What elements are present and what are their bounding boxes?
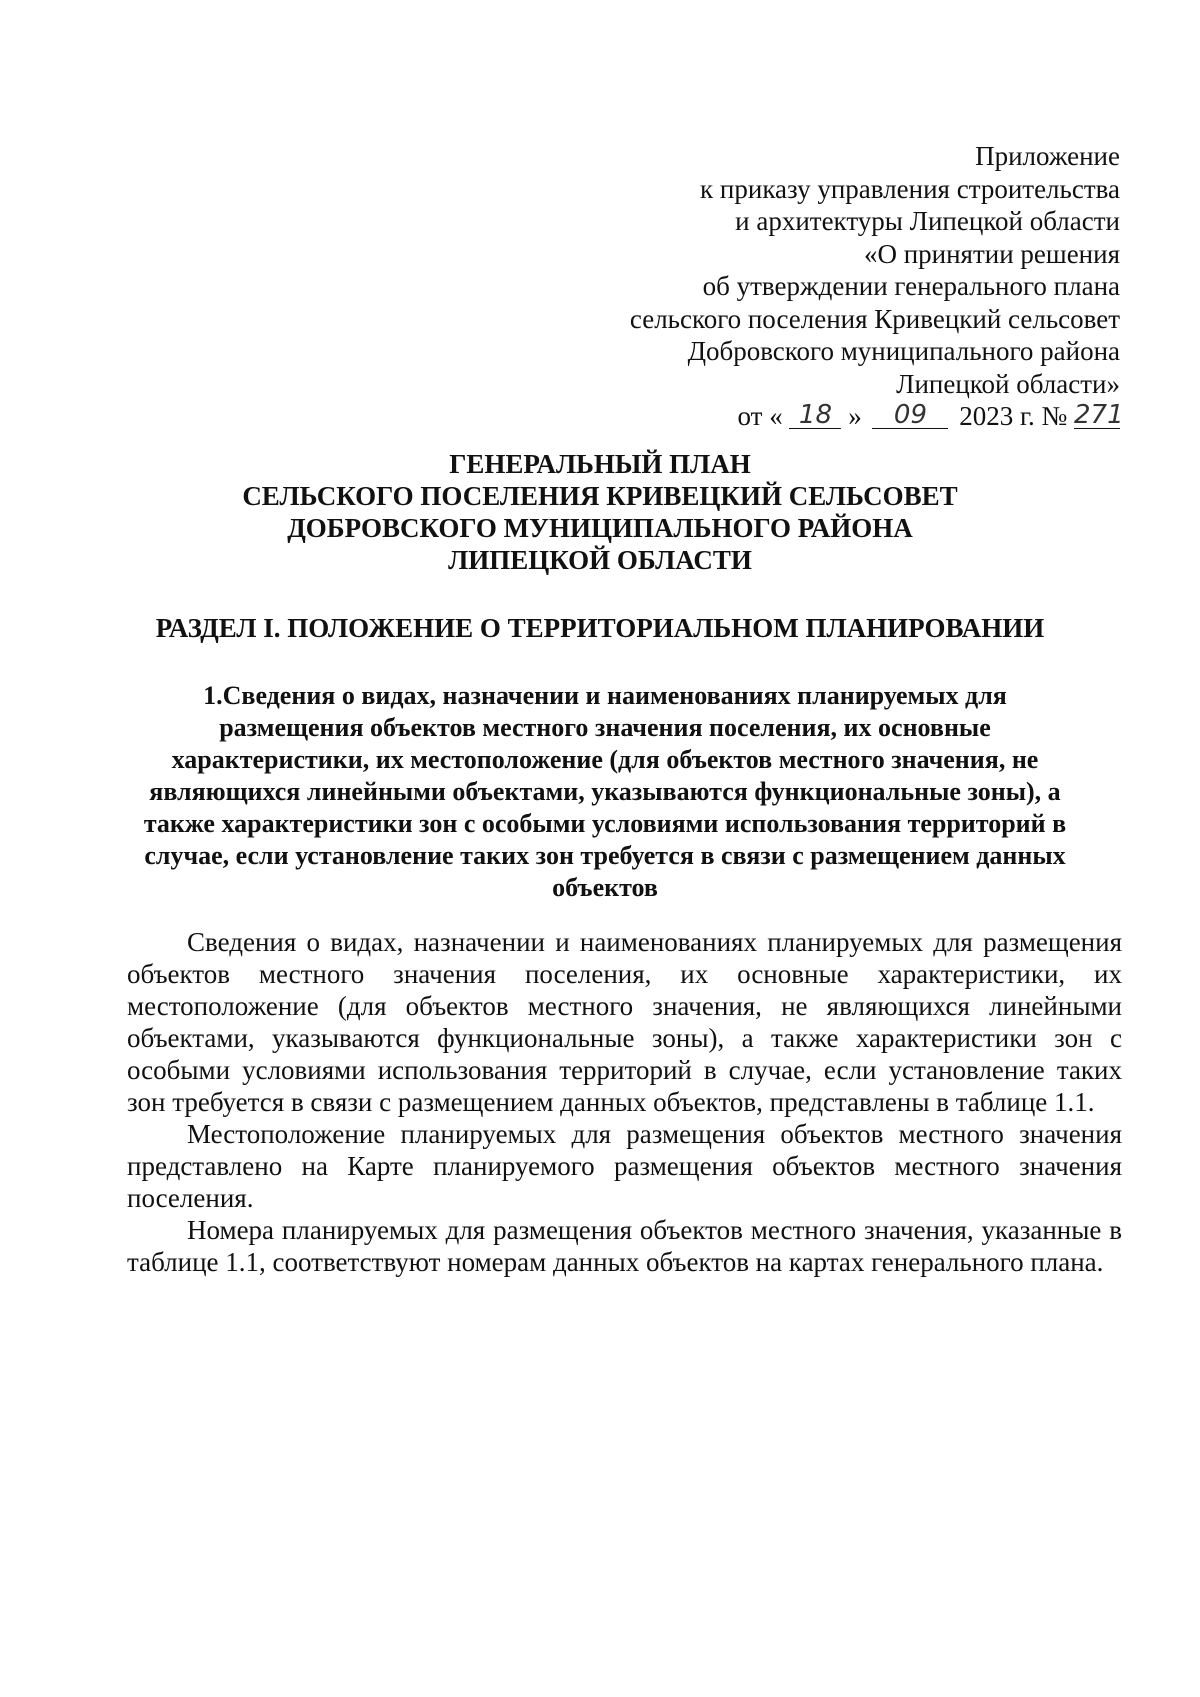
handwritten-day: 18	[789, 402, 841, 429]
appendix-line: сельского поселения Кривецкий сельсовет	[629, 303, 1120, 334]
body-paragraph: Номера планируемых для размещения объектов местного значения, указанные в таблице 1.1, соответствуют номерам данных объектов на картах генерального плана.	[127, 1215, 1122, 1277]
subsection-line: размещения объектов местного значения поселения, их основные	[219, 713, 991, 742]
subsection-line: также характеристики зон с особыми условиями использования территорий в	[143, 809, 1067, 838]
body-paragraph: Сведения о видах, назначении и наименованиях планируемых для размещения объектов местного значения поселения, их основные характеристики, их местоположение (для объектов местного значения, не являющихся линейными объектами, указываются функциональные зоны), а также характеристики зон с особыми условиями использования территорий в случае, если установление таких зон требуется в связи с размещением данных объектов, представлены в таблице 1.1.	[127, 927, 1122, 1117]
appendix-line: «О принятии решения	[863, 238, 1120, 269]
appendix-line: Добровского муниципального района	[687, 336, 1120, 366]
body-paragraph: Местоположение планируемых для размещения объектов местного значения представлено на Карте планируемого размещения объектов местного значения поселения.	[127, 1119, 1122, 1213]
subsection-line: являющихся линейными объектами, указываются функциональные зоны), а	[149, 777, 1061, 806]
body-text	[127, 926, 1122, 1278]
appendix-header	[560, 140, 1124, 433]
appendix-line: Липецкой области»	[896, 368, 1120, 399]
section-title: РАЗДЕЛ I. ПОЛОЖЕНИЕ О ТЕРРИТОРИАЛЬНОМ ПЛАНИРОВАНИИ	[155, 613, 1045, 643]
date-year-number-label: 2023 г. №	[959, 401, 1068, 431]
document-title	[90, 448, 1110, 576]
order-date-line	[560, 400, 1124, 433]
subsection-line: 1.Сведения о видах, назначении и наименованиях планируемых для	[203, 681, 1007, 710]
title-line: ЛИПЕЦКОЙ ОБЛАСТИ	[448, 545, 752, 575]
subsection-line: объектов	[552, 873, 658, 902]
date-prefix: от «	[737, 401, 783, 431]
subsection-line: характеристики, их местоположение (для объектов местного значения, не	[171, 745, 1039, 774]
date-mid: »	[848, 401, 862, 431]
handwritten-order-number: 271	[1074, 400, 1124, 430]
title-line: СЕЛЬСКОГО ПОСЕЛЕНИЯ КРИВЕЦКИЙ СЕЛЬСОВЕТ	[242, 481, 958, 511]
title-line: ДОБРОВСКОГО МУНИЦИПАЛЬНОГО РАЙОНА	[287, 513, 913, 543]
subsection-line: случае, если установление таких зон требуется в связи с размещением данных	[144, 841, 1066, 870]
appendix-line: об утверждении генерального плана	[702, 271, 1120, 301]
appendix-line: Приложение	[975, 141, 1120, 171]
appendix-line: и архитектуры Липецкой области	[735, 206, 1120, 236]
title-line: ГЕНЕРАЛЬНЫЙ ПЛАН	[449, 449, 751, 479]
handwritten-month: 09	[872, 402, 948, 429]
subsection-title	[120, 680, 1090, 904]
appendix-line: к приказу управления строительства	[700, 173, 1120, 204]
